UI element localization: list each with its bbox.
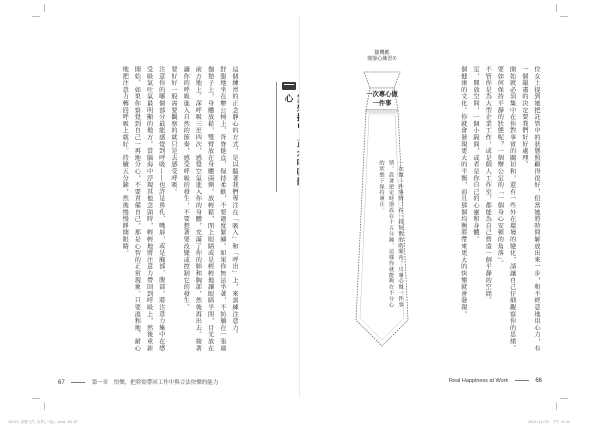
left-paragraph: 這個練習的正念靜心的方式，是以隨著我們專注在「吸入」和「呼出」上，來訓練注意力。 <box>231 66 238 338</box>
left-paragraph: 舒服地坐在辦公椅上，背脊挺直，保持柔軟，不要過度緊繃。如果你無法坐著，不妨躺在一張瑜伽墊子上，身體放鬆，雙臂放在身體兩側。放輕鬆，閉上眼睛或是輕輕地讓眼睛半閉，目光放在前方地上。深呼吸三至四次，感覺空氣進入你的身體，充滿了你的肺和胸部，然後再出去。接著讓你的呼吸進入自然的節奏，感受呼吸的發生，不要想著要改變或控制它的發生。 <box>182 66 226 352</box>
crop-mark <box>44 402 45 410</box>
meditation-badge-icon <box>282 82 296 90</box>
section-title: 心 <box>283 94 293 104</box>
footer-divider <box>515 380 529 381</box>
page-number-left: 67 <box>58 380 65 386</box>
tie-headline <box>358 90 406 108</box>
crop-mark <box>556 402 557 410</box>
tie-headline-line: 一件事 <box>372 100 392 107</box>
crop-mark <box>560 398 568 399</box>
tie-caption-line: 變靜心練習① <box>367 56 397 62</box>
left-page-body <box>56 66 240 356</box>
right-paragraph: 要如何保持平靜的狀態呢？一個辦公室的「一個身心安頓的角落」。 <box>496 66 504 267</box>
footer-divider <box>71 382 85 383</box>
tie-body-text: 一次做一件事情！在一段短暫的時間內，只專心做一件事情。設著把定時器設在十五分鐘，這樣你就能夠在不分心的狀態下保持專注。 <box>378 160 403 308</box>
crop-mark <box>560 16 568 17</box>
print-slug-left: 15113_悟樂工作_內頁(二校).indd 66-67 <box>8 421 79 425</box>
right-page-body <box>458 66 542 356</box>
necktie-illustration <box>348 50 416 350</box>
right-paragraph: 室，開放空間，一個小隔間，或者是你自己的心靈和身體。 <box>471 66 479 243</box>
section-heading <box>273 82 299 192</box>
crop-mark <box>32 398 40 399</box>
print-slug-right: 2013/11/21 下午 6:42 <box>527 421 570 425</box>
right-paragraph: 位女士提到她把託管中的狀態照顧得很好，但當她將時間解放出來一步，和不經意地用心力，有一個嚴肅的決定要我們好好處理。 <box>520 66 540 352</box>
tie-caption-line: 隨機應 <box>374 50 390 56</box>
right-page <box>300 16 556 398</box>
tie-headline-line: 一次專心做 <box>366 91 398 98</box>
left-page <box>44 16 300 398</box>
right-paragraph: 開始就必須集中在你對事實的關切和，還有一些外在環境的變化，請讓自己仔細觀察你的思緒。 <box>508 66 516 352</box>
crop-mark <box>556 4 557 12</box>
crop-mark <box>44 4 45 12</box>
chapter-footer-text: 第一章 悟樂，把幹勁帶回工作中與合法快樂的能力 <box>91 380 219 386</box>
left-paragraph: 注意你的哪個部分最能感覺到呼吸——也許是鼻孔、嘴唇，或是胸部、腹部。將注意力集中在感受吸氣吐氣最明顯的地方。當腦海中浮現其他念頭時，輕輕地將注意力帶回到呼吸上，然後重新開始。如果你察覺到自己一再地分心，不要責備自己，那是心智的正常現象。只要溫和地、耐心地把注意力轉回呼吸上就好。持續五分鐘，然後慢慢睜開眼睛。 <box>121 66 165 352</box>
page-spread <box>44 16 556 398</box>
right-footer <box>449 378 542 384</box>
left-footer <box>58 378 218 386</box>
section-rule <box>276 82 277 192</box>
right-paragraph: 不管你是為大型企業工作，或是個人工作室，都能為自己營造一個平靜的空間。 <box>484 66 492 304</box>
crop-mark <box>32 16 40 17</box>
page-number-right: 66 <box>535 378 542 384</box>
left-paragraph: 要好好一般需要觀察的就只是去感受呼吸。 <box>169 66 177 196</box>
right-paragraph: 個健康的文化。你就會發現更大的平衡，而且那個均衡將帶來更大的快樂就會發現。 <box>459 66 467 318</box>
book-title-footer: Real Happiness at Work <box>449 378 509 384</box>
tie-caption <box>356 50 408 62</box>
